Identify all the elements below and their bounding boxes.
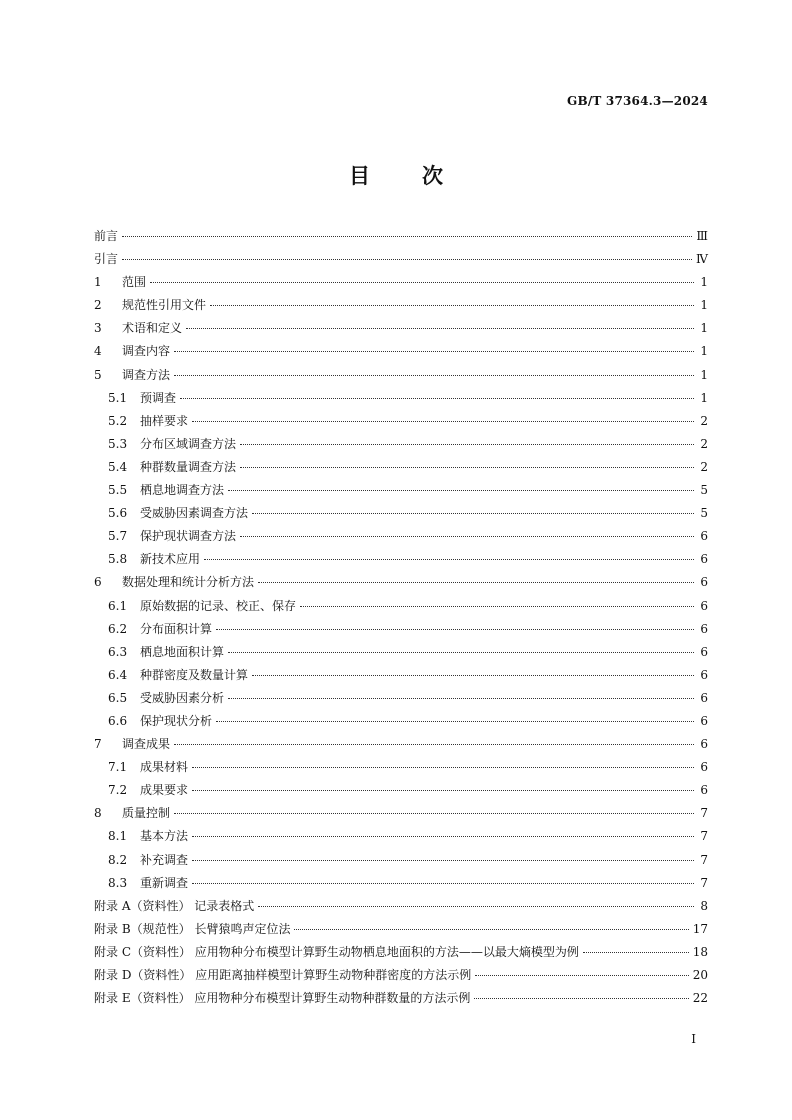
toc-entry-page: 6 [700, 644, 708, 659]
toc-entry[interactable] [94, 966, 708, 989]
toc-dot-leader [294, 929, 688, 930]
toc-entry-label: 调查内容 [122, 344, 171, 359]
toc-entry-number: 4 [94, 344, 102, 359]
toc-dot-leader [583, 952, 689, 953]
toc-entry-page: 1 [700, 344, 708, 359]
toc-entry-number: 7.2 [108, 783, 128, 798]
toc-entry[interactable] [94, 342, 708, 365]
toc-entry[interactable] [94, 481, 708, 504]
toc-dot-leader [240, 536, 694, 537]
toc-entry-number: 6.4 [108, 667, 128, 682]
toc-dot-leader [122, 259, 692, 260]
toc-entry-number: 8.2 [108, 852, 128, 867]
toc-entry-label: 附录 E（资料性） 应用物种分布模型计算野生动物种群数量的方法示例 [94, 991, 471, 1006]
toc-dot-leader [192, 836, 694, 837]
toc-entry[interactable] [94, 689, 708, 712]
toc-entry-page: 6 [700, 575, 708, 590]
toc-dot-leader [180, 398, 694, 399]
toc-dot-leader [474, 998, 688, 999]
toc-entry-label: 种群数量调查方法 [140, 459, 237, 474]
toc-entry-number: 8.3 [108, 875, 128, 890]
toc-entry[interactable] [94, 827, 708, 850]
toc-entry-number: 1 [94, 275, 102, 290]
toc-dot-leader [228, 490, 694, 491]
toc-entry-page: 5 [700, 483, 708, 498]
toc-entry[interactable] [94, 597, 708, 620]
toc-entry-number: 8.1 [108, 829, 128, 844]
toc-entry[interactable] [94, 504, 708, 527]
toc-entry-page: 8 [700, 898, 708, 913]
toc-entry-label: 范围 [122, 275, 147, 290]
toc-entry-label: 成果材料 [140, 760, 189, 775]
toc-entry-label: 规范性引用文件 [122, 298, 207, 313]
toc-entry[interactable] [94, 874, 708, 897]
toc-entry-number: 8 [94, 806, 102, 821]
toc-entry-label: 分布面积计算 [140, 621, 213, 636]
toc-entry[interactable] [94, 366, 708, 389]
toc-entry-number: 6 [94, 575, 102, 590]
toc-entry[interactable] [94, 920, 708, 943]
toc-entry-number: 5.5 [108, 483, 128, 498]
toc-dot-leader [240, 444, 694, 445]
toc-dot-leader [228, 698, 694, 699]
toc-entry-page: 6 [700, 713, 708, 728]
toc-entry[interactable] [94, 781, 708, 804]
toc-entry-page: 6 [700, 667, 708, 682]
toc-dot-leader [192, 883, 694, 884]
toc-entry[interactable] [94, 527, 708, 550]
toc-entry-number: 2 [94, 298, 102, 313]
toc-entry-page: 6 [700, 598, 708, 613]
toc-entry-label: 受威胁因素调查方法 [140, 506, 249, 521]
toc-entry-number: 7.1 [108, 760, 128, 775]
toc-entry-number: 3 [94, 321, 102, 336]
toc-entry-number: 7 [94, 737, 102, 752]
toc-entry-number: 5 [94, 367, 102, 382]
toc-entry-number: 6.6 [108, 713, 128, 728]
toc-entry[interactable] [94, 389, 708, 412]
toc-entry[interactable] [94, 273, 708, 296]
toc-entry-page: 7 [700, 806, 708, 821]
toc-entry-label: 栖息地面积计算 [140, 644, 225, 659]
toc-entry-label: 保护现状调查方法 [140, 529, 237, 544]
toc-entry-label: 引言 [94, 252, 119, 267]
title-char-1: 目 [349, 164, 370, 188]
toc-entry-label: 种群密度及数量计算 [140, 667, 249, 682]
toc-dot-leader [258, 582, 694, 583]
toc-dot-leader [192, 790, 694, 791]
toc-entry-number: 5.7 [108, 529, 128, 544]
toc-entry-label: 补充调查 [140, 852, 189, 867]
toc-entry-label: 原始数据的记录、校正、保存 [140, 598, 297, 613]
toc-dot-leader [174, 744, 694, 745]
toc-entry-page: 5 [700, 506, 708, 521]
toc-entry[interactable] [94, 550, 708, 573]
toc-dot-leader [204, 559, 694, 560]
toc-entry[interactable] [94, 412, 708, 435]
toc-entry-page: 2 [700, 413, 708, 428]
toc-entry-label: 栖息地调查方法 [140, 483, 225, 498]
toc-entry-label: 调查方法 [122, 367, 171, 382]
toc-entry-page: 6 [700, 621, 708, 636]
toc-entry-number: 5.4 [108, 459, 128, 474]
toc-entry-page: 17 [692, 921, 708, 936]
toc-entry-label: 附录 D（资料性） 应用距离抽样模型计算野生动物种群密度的方法示例 [94, 968, 472, 982]
title-char-2: 次 [422, 164, 443, 188]
toc-entry-label: 基本方法 [140, 829, 189, 844]
toc-entry-label: 附录 B（规范性） 长臂猿鸣声定位法 [94, 921, 291, 936]
toc-entry-number: 5.2 [108, 413, 128, 428]
toc-entry-label: 调查成果 [122, 737, 171, 752]
page-title [0, 160, 792, 190]
toc-dot-leader [258, 906, 694, 907]
toc-entry[interactable] [94, 897, 708, 920]
toc-entry-page: 1 [700, 298, 708, 313]
toc-entry-label: 预调查 [140, 390, 177, 405]
toc-entry-page: 6 [700, 552, 708, 567]
toc-entry[interactable] [94, 804, 708, 827]
toc-dot-leader [228, 652, 694, 653]
toc-entry[interactable] [94, 319, 708, 342]
toc-entry-label: 附录 C（资料性） 应用物种分布模型计算野生动物栖息地面积的方法——以最大熵模型为例 [94, 944, 579, 959]
toc-entry-number: 5.8 [108, 552, 128, 567]
toc-dot-leader [216, 629, 694, 630]
toc-dot-leader [150, 282, 694, 283]
toc-entry-label: 质量控制 [122, 806, 171, 821]
toc-entry-page: 1 [700, 321, 708, 336]
toc-entry-label: 抽样要求 [140, 413, 189, 428]
toc-entry[interactable] [94, 573, 708, 596]
toc-entry[interactable] [94, 643, 708, 666]
toc-entry[interactable] [94, 735, 708, 758]
toc-entry[interactable] [94, 250, 708, 273]
toc-entry[interactable] [94, 458, 708, 481]
standard-code: GB/T 37364.3—2024 [567, 94, 708, 108]
toc-entry-page: 1 [700, 390, 708, 405]
toc-entry-label: 重新调查 [140, 875, 189, 890]
toc-entry-page: 7 [700, 852, 708, 867]
toc-entry-page: 7 [700, 875, 708, 890]
toc-dot-leader [174, 351, 694, 352]
toc-dot-leader [216, 721, 694, 722]
toc-entry-page: Ⅳ [696, 252, 708, 267]
toc-dot-leader [192, 860, 694, 861]
toc-entry-number: 5.1 [108, 390, 128, 405]
toc-entry-label: 受威胁因素分析 [140, 690, 225, 705]
toc-dot-leader [252, 513, 694, 514]
toc-dot-leader [122, 236, 692, 237]
toc-entry[interactable] [94, 227, 708, 250]
toc-entry-page: 20 [692, 968, 708, 982]
toc-entry[interactable] [94, 758, 708, 781]
toc-dot-leader [300, 606, 694, 607]
toc-entry-number: 5.3 [108, 436, 128, 451]
toc-dot-leader [475, 975, 688, 976]
toc-dot-leader [210, 305, 694, 306]
toc-entry-page: 1 [700, 275, 708, 290]
toc-entry-page: 18 [692, 944, 708, 959]
toc-entry-label: 附录 A（资料性） 记录表格式 [94, 898, 255, 913]
toc-entry[interactable] [94, 435, 708, 458]
toc-entry-page: 22 [692, 991, 708, 1006]
toc-entry-page: 1 [700, 367, 708, 382]
toc-entry-page: 7 [700, 829, 708, 844]
toc-entry-page: 6 [700, 690, 708, 705]
toc-entry-label: 保护现状分析 [140, 713, 213, 728]
toc-entry-number: 6.3 [108, 644, 128, 659]
toc-dot-leader [192, 767, 694, 768]
toc-entry-page: 6 [700, 529, 708, 544]
toc-entry-number: 6.5 [108, 690, 128, 705]
toc-dot-leader [240, 467, 694, 468]
toc-dot-leader [174, 813, 694, 814]
toc-entry[interactable] [94, 666, 708, 689]
toc-dot-leader [186, 328, 694, 329]
toc-entry[interactable] [94, 943, 708, 966]
toc-entry-label: 新技术应用 [140, 552, 201, 567]
toc-entry-page: 2 [700, 459, 708, 474]
toc-entry-number: 5.6 [108, 506, 128, 521]
toc-entry-page: Ⅲ [696, 229, 708, 243]
toc-entry-page: 6 [700, 737, 708, 752]
toc-entry-label: 成果要求 [140, 783, 189, 798]
toc-entry[interactable] [94, 989, 708, 1012]
toc-entry-label: 分布区域调查方法 [140, 436, 237, 451]
toc-entry[interactable] [94, 851, 708, 874]
toc-entry-number: 6.2 [108, 621, 128, 636]
toc-entry-label: 数据处理和统计分析方法 [122, 575, 255, 590]
toc-entry[interactable] [94, 296, 708, 319]
toc-entry-label: 术语和定义 [122, 321, 183, 336]
toc-entry-number: 6.1 [108, 598, 128, 613]
toc-dot-leader [252, 675, 694, 676]
toc-entry-page: 2 [700, 436, 708, 451]
toc-entry-page: 6 [700, 760, 708, 775]
toc-entry-page: 6 [700, 783, 708, 798]
toc-entry[interactable] [94, 712, 708, 735]
toc-entry[interactable] [94, 620, 708, 643]
toc-dot-leader [192, 421, 694, 422]
page-number: I [691, 1032, 696, 1046]
toc-entry-label: 前言 [94, 229, 119, 243]
table-of-contents [94, 227, 708, 1012]
toc-dot-leader [174, 375, 694, 376]
